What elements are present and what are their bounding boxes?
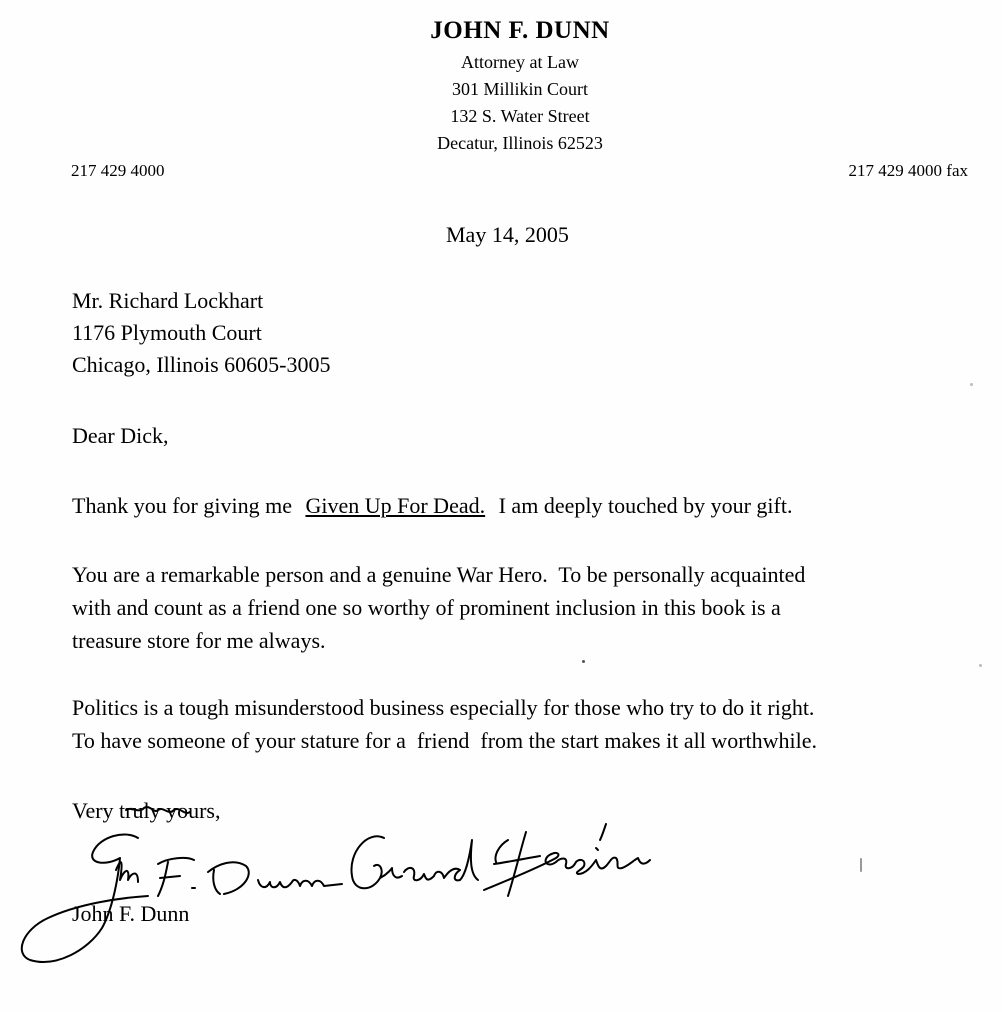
p2-line: treasure store for me always. [72, 628, 326, 653]
letter-date: May 14, 2005 [446, 222, 569, 247]
p2-line: You are a remarkable person and a genuine War Hero. To be personally acquainted [72, 562, 806, 587]
book-title: Given Up For Dead. [305, 493, 486, 518]
recipient-city: Chicago, Illinois 60605-3005 [72, 352, 331, 377]
p2-line: with and count as a friend one so worthy of prominent inclusion in this book is a [72, 595, 781, 620]
scan-speck [970, 383, 973, 386]
handwritten-signature [8, 800, 668, 980]
recipient-address [72, 285, 330, 381]
body-paragraph-3 [72, 691, 817, 757]
letterhead-title: Attorney at Law [461, 52, 579, 72]
letterhead-fax: 217 429 4000 fax [848, 161, 968, 180]
scan-speck [860, 858, 862, 872]
p3-line: Politics is a tough misunderstood business especially for those who try to do it right. [72, 695, 815, 720]
signer-name: John F. Dunn [72, 901, 190, 926]
closing: Very truly yours, [72, 798, 221, 823]
letterhead-address-line2: 132 S. Water Street [450, 106, 590, 126]
p3-line: To have someone of your stature for a friend from the start makes it all worthwhile. [72, 728, 818, 753]
letterhead-phone: 217 429 4000 [71, 161, 165, 180]
letterhead-name: JOHN F. DUNN [430, 17, 610, 44]
recipient-street: 1176 Plymouth Court [72, 320, 262, 345]
p1-text-after: I am deeply touched by your gift. [498, 493, 793, 518]
body-paragraph-1 [72, 490, 792, 522]
letterhead-address-line1: 301 Millikin Court [451, 79, 588, 99]
salutation: Dear Dick, [72, 423, 169, 448]
scan-speck [582, 660, 585, 663]
scan-speck [979, 664, 982, 667]
letterhead-address-line3: Decatur, Illinois 62523 [437, 133, 603, 153]
recipient-name: Mr. Richard Lockhart [72, 288, 264, 313]
body-paragraph-2 [72, 558, 805, 657]
p1-text-before: Thank you for giving me [72, 493, 292, 518]
